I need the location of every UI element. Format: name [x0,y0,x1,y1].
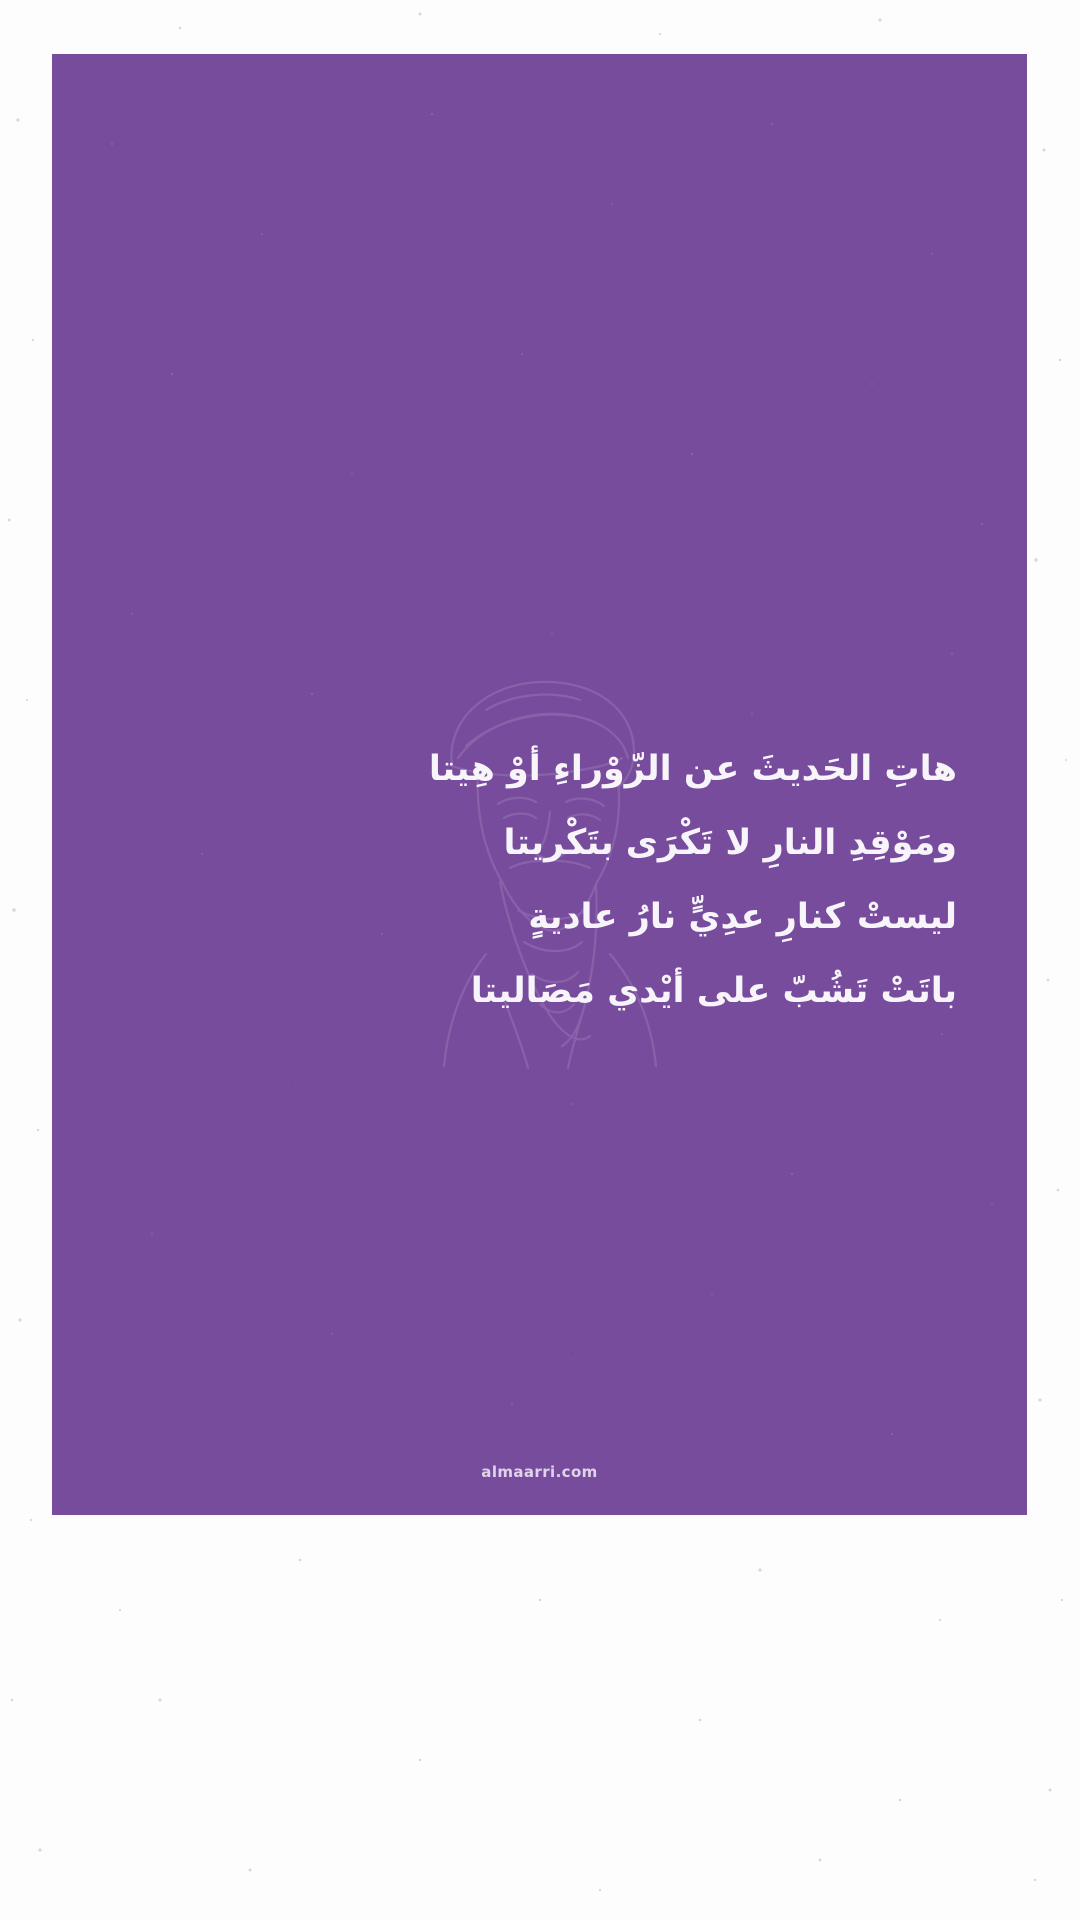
site-credit[interactable]: almaarri.com [481,1463,598,1481]
poem-line: ومَوْقِدِ النارِ لا تَكْرَى بتَكْريتا [503,823,957,863]
poem-block [127,732,957,1028]
poem-card [52,54,1027,1515]
poem-line: باتَتْ تَشُبّ على أيْدي مَصَاليتا [470,971,957,1011]
poem-line: هاتِ الحَديثَ عن الزّوْراءِ أوْ هِيتا [428,749,957,789]
poem-line: ليستْ كنارِ عدِيٍّ نارُ عاديةٍ [528,897,957,937]
